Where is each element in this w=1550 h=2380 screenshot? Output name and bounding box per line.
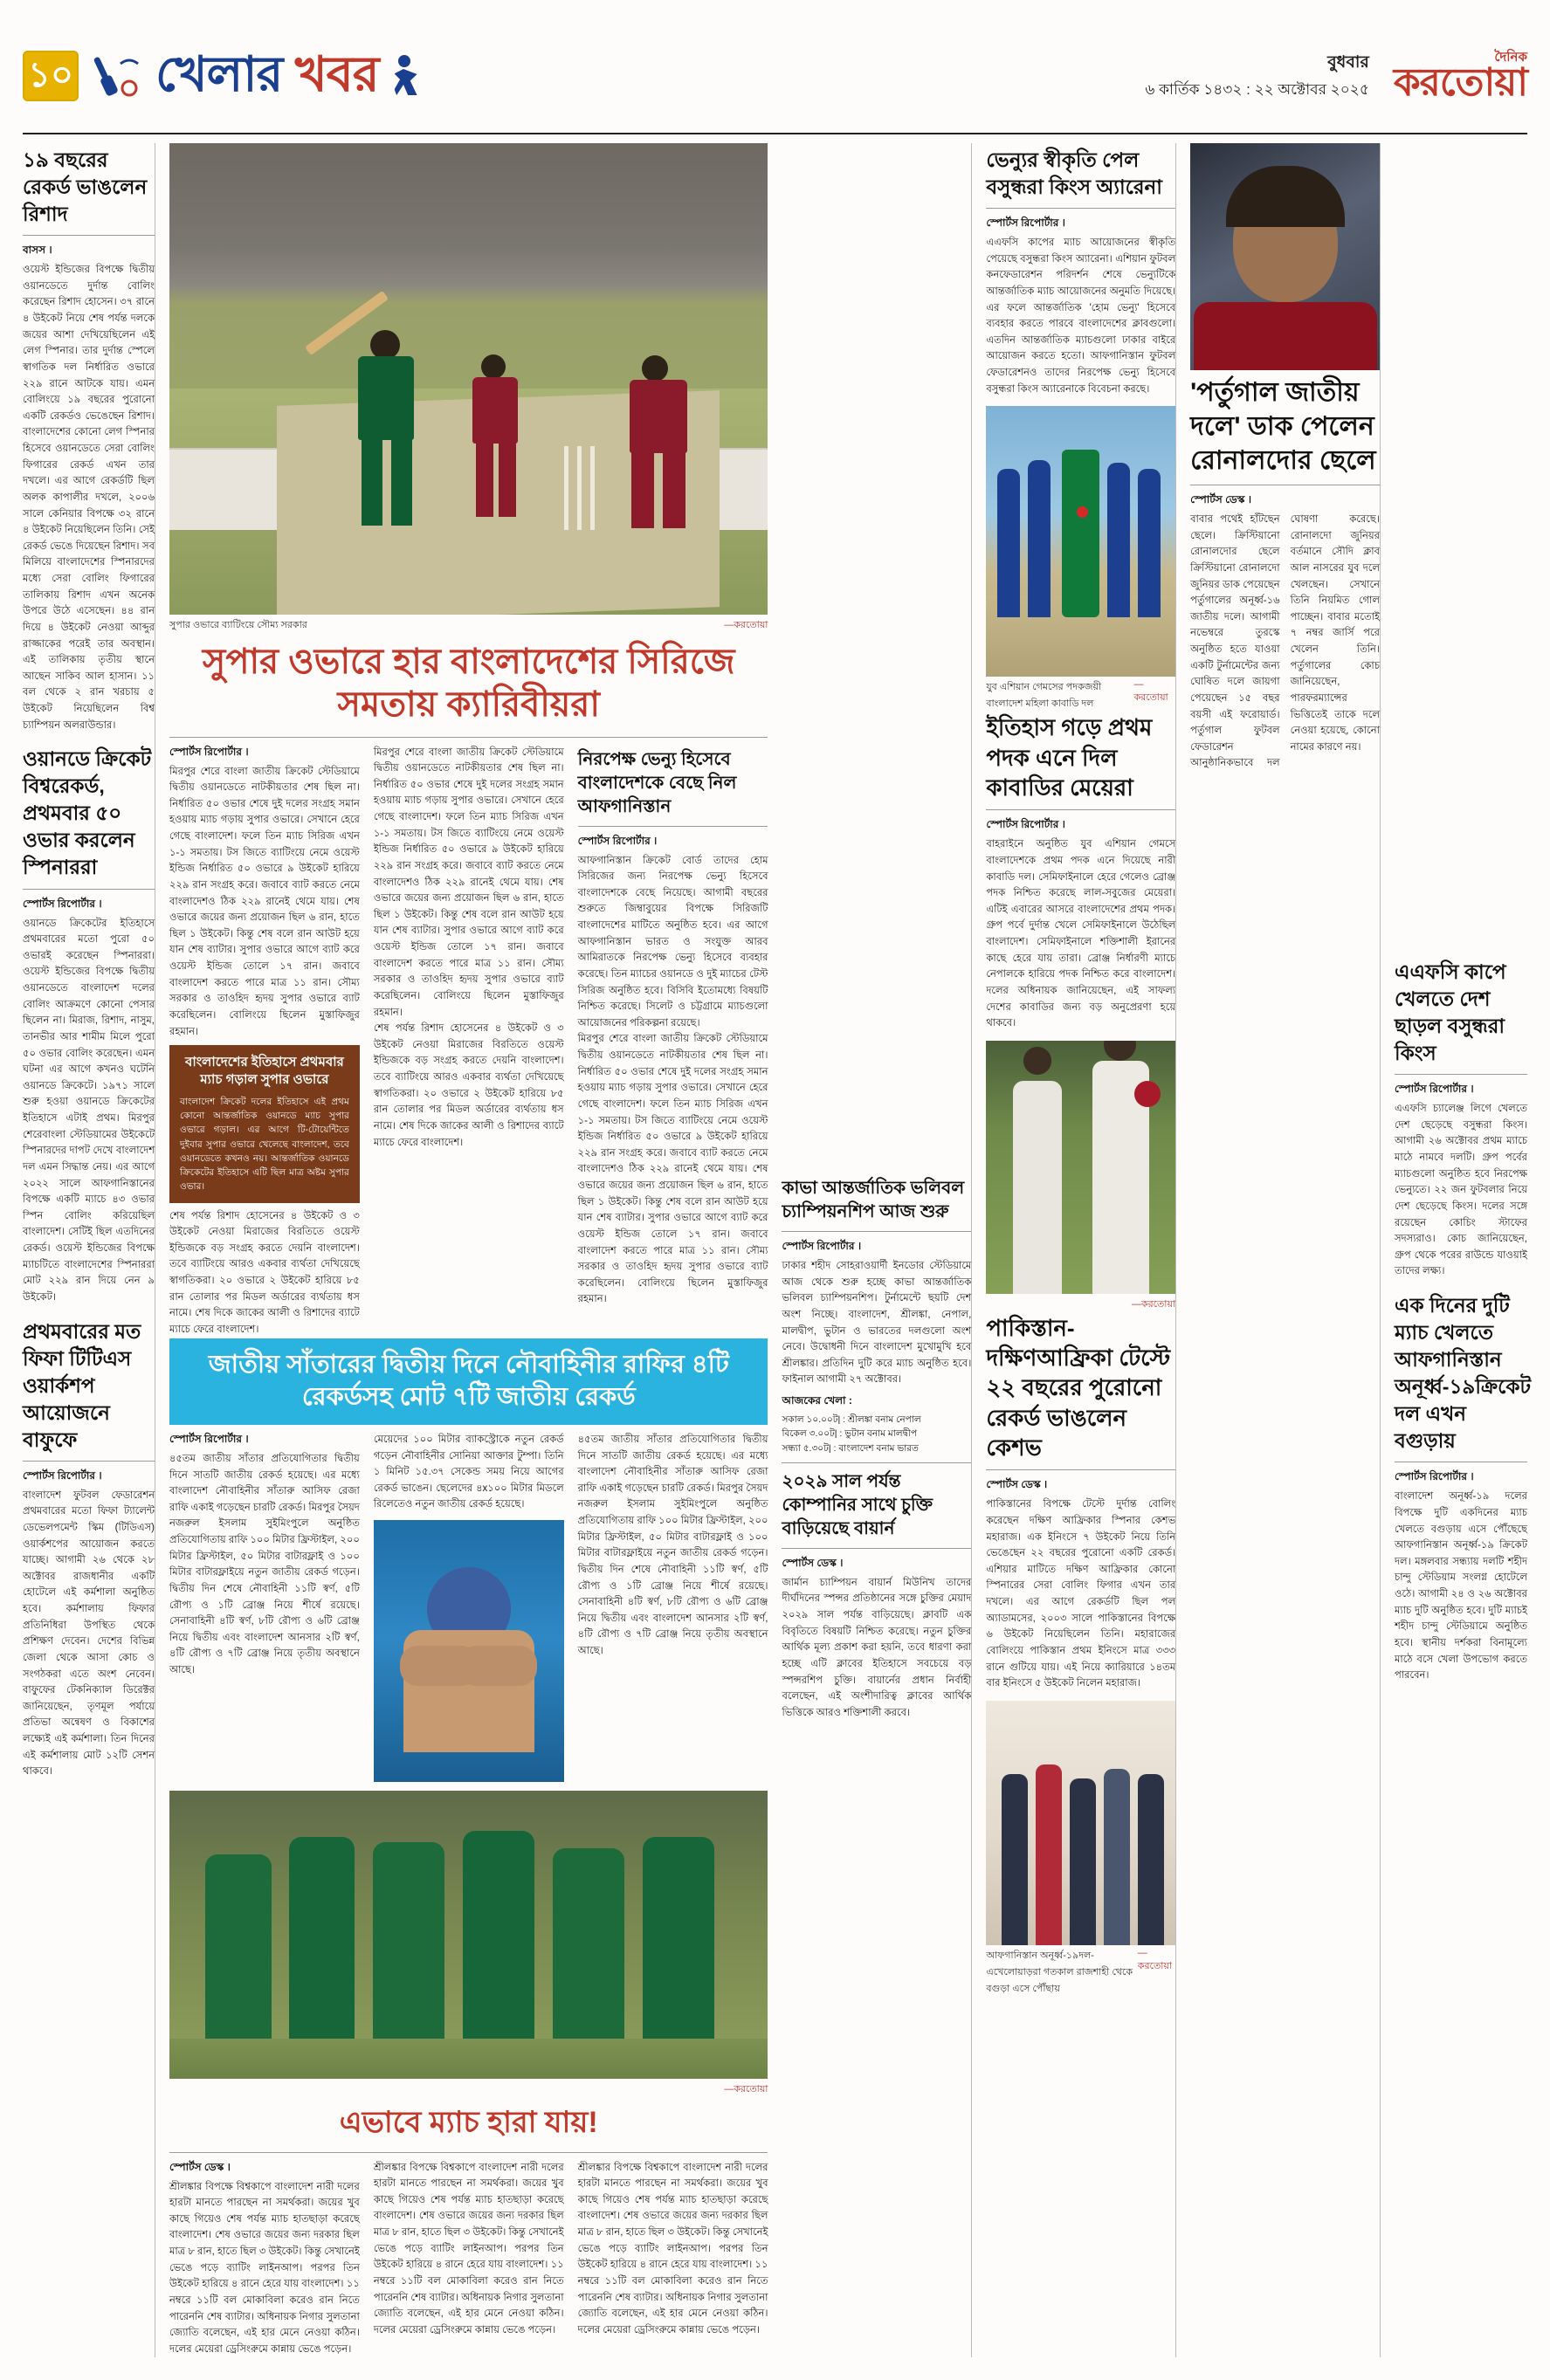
byline-venue: স্পোর্টস রিপোর্টার । <box>986 217 1065 230</box>
byline-bayern: স্পোর্টস ডেস্ক । <box>782 1556 844 1569</box>
divider <box>578 826 768 827</box>
photo-batsman <box>337 330 442 540</box>
spacer <box>23 733 155 742</box>
kabaddi-photo-credit: —করতোয়া <box>1133 679 1168 704</box>
pak-sa-credit: —করতোয়া <box>1131 1298 1176 1310</box>
body-kings-afc: এএফসি চ্যালেঞ্জ লিগে খেলতে দেশ ছেড়েছে বসুন্ধরা কিংস। আগামী ২৬ অক্টোবর প্রথম ম্যাচে মাঠে নামবে দলটি। গ্রুপ পর্বের ম্যাচগুলো অনুষ্ঠিত হবে নিরপেক্ষ ভেন্যুতে। ২২ জন ফুটবলার নিয়ে দেশ ছেড়েছে কিংস। দলের সঙ্গে রয়েছেন কোচিং স্টাফের সদস্যরাও। কোচ জানিয়েছেন, গ্রুপ থেকে পরের রাউন্ডে যাওয়াই তাদের লক্ষ্য। <box>1394 1104 1527 1277</box>
byline-afg-u19: স্পোর্টস রিপোর্টার । <box>1394 1470 1474 1483</box>
swim-body-2: মেয়েদের ১০০ মিটার ব্যাকস্ট্রোকে নতুন রেকর্ড গড়েন নৌবাহিনীর সোনিয়া আক্তার টুম্পা। তিনি ১ মিনিট ১৫.৩৭ সেকেন্ড সময় নিয়ে আগের রেকর্ড ভাঙেন। ছেলেদের ৪x১০০ মিটার মিডলে রিলেতেও নতুন জাতীয় রেকর্ড হয়েছে। <box>373 1434 564 1510</box>
headline-rishad-record: ১৯ বছরের রেকর্ড ভাঙলেন রিশাদ <box>23 148 148 226</box>
htl-body-3: শ্রীলঙ্কার বিপক্ষে বিশ্বকাপে বাংলাদেশ নারী দলের হারটা মানতে পারছেন না সমর্থকরা। জয়ের খুব কাছে গিয়েও শেষ পর্যন্ত ম্যাচ হাতছাড়া করেছে বাংলাদেশ। শেষ ওভারে জয়ের জন্য দরকার ছিল মাত্র ৮ রান, হাতে ছিল ৩ উইকেট। কিন্তু সেখানেই ভেঙে পড়ে ব্যাটিং লাইনআপ। পরপর তিন উইকেট হারিয়ে ৪ রানে হেরে যায় বাংলাদেশ। ১১ নম্বরে ১১টি বল মোকাবিলা করেও রান নিতে পারেননি শেষ ব্যাটার। অধিনায়ক নিগার সুলতানা জ্যোতি বলেছেন, এই হার মেনে নেওয়া কঠিন। দলের মেয়েরা ড্রেসিংরুমে কান্নায় ভেঙে পড়েন। <box>577 2162 768 2335</box>
bottom-photo-caption: আফগানিস্তান অনূর্ধ্ব-১৯দল-এখেলোয়াড়রা গতকাল রাজশাহী থেকে বগুড়া এসে পৌঁছায় <box>986 1950 1133 1994</box>
pak-sa-photo <box>986 1041 1175 1294</box>
page-number-badge: ১০ <box>23 51 79 101</box>
headline-bayern-contract: ২০২৯ সাল পর্যন্ত কোম্পানির সাথে চুক্তি বাড়িয়েছে বায়ার্ন <box>782 1471 933 1538</box>
column-6 <box>986 143 1176 2357</box>
body-kava: ঢাকার শহীদ সোহরাওয়ার্দী ইনডোর স্টেডিয়ামে আজ থেকে শুরু হচ্ছে কাভা আন্তর্জাতিক ভলিবল চ্যাম্পিয়নশিপ। টুর্নামেন্টে ছয়টি দেশ অংশ নিচ্ছে। বাংলাদেশ, শ্রীলঙ্কা, নেপাল, মালদ্বীপ, ভুটান ও ভারতের দলগুলো অংশ নেবে। উদ্বোধনী দিনে বাংলাদেশ মুখোমুখি হবে শ্রীলঙ্কার। প্রতিদিন দুটি করে ম্যাচ অনুষ্ঠিত হবে। ফাইনাল আগামী ২৭ অক্টোবর। <box>782 1261 972 1386</box>
kabaddi-photo-caption: যুব এশিয়ান গেমসের পদকজয়ী বাংলাদেশ মহিলা কাবাডি দল <box>986 682 1102 710</box>
swimmer-arm-right <box>458 1646 537 1686</box>
masthead-rule <box>23 133 1527 134</box>
masthead-brand <box>1394 51 1527 102</box>
women-photo-credit: —করতোয়া <box>724 2084 768 2095</box>
lead-text-col-1 <box>169 745 360 1338</box>
ronaldo-jr-photo <box>1190 143 1380 370</box>
lead-body-2: শেষ পর্যন্ত রিশাদ হোসেনের ৪ উইকেট ও ৩ উইকেট নেওয়া মিরাজের বিরতিতে ওয়েস্ট ইন্ডিজকে বড় সংগ্রহ করতে দেয়নি বাংলাদেশ। তবে ব্যাটিংয়ে আরও একবার ব্যর্থতা দেখিয়েছে স্বাগতিকরা। ২০ ওভারে ২ উইকেট হারিয়ে ৮৫ রান তোলার পর মিডল অর্ডারের ব্যর্থতায় ধস নামে। শেষ দিকে জাকের আলী ও রিশাদের ব্যাটে ম্যাচে ফেরে বাংলাদেশ। <box>169 1210 360 1335</box>
body-venue: এএফসি কাপের ম্যাচ আয়োজনের স্বীকৃতি পেয়েছে বসুন্ধরা কিংস অ্যারেনা। এশিয়ান ফুটবল কনফেডারেশন পরিদর্শন শেষে ভেন্যুটিকে আন্তর্জাতিক ম্যাচ আয়োজনের অনুমতি দিয়েছে। এর ফলে আন্তর্জাতিক 'হোম ভেন্যু' হিসেবে ব্যবহার করতে পারবে বাংলাদেশের ক্লাবগুলো। এতদিন আন্তর্জাতিক ম্যাচগুলো ঢাকার বাইরে আয়োজন করতে হতো। আফগানিস্তান ফুটবল ফেডারেশনও তাদের নিরপেক্ষ ভেন্যু হিসেবে বসুন্ধরা কিংস অ্যারেনাকে বিবেচনা করছে। <box>986 237 1176 395</box>
lead-photo-caption: সুপার ওভারে ব্যাটিংয়ে সৌম্য সরকার <box>169 620 307 630</box>
cricketer-1 <box>1013 1081 1062 1294</box>
col5-spacer-top <box>782 143 971 1173</box>
column-8 <box>1394 143 1531 2357</box>
body-afg-u19: বাংলাদেশ অনূর্ধ্ব-১৯ দলের বিপক্ষে দুটি একদিনের ম্যাচ খেলতে বগুড়ায় এসে পৌঁছেছে আফগানিস্তান অনূর্ধ্ব-১৯ ক্রিকেট দল। মঙ্গলবার সন্ধ্যায় দলটি শহীদ চান্দু স্টেডিয়াম সংলগ্ন হোটেলে ওঠে। আগামী ২৪ ও ২৬ অক্টোবর ম্যাচ দুটি অনুষ্ঠিত হবে। দুটি ম্যাচই শহীদ চান্দু স্টেডিয়ামে অনুষ্ঠিত হবে। স্থানীয় দর্শকরা বিনামূল্যে মাঠে বসে খেলা উপভোগ করতে পারবেন। <box>1394 1491 1527 1682</box>
kabaddi-player-3 <box>1107 463 1130 617</box>
spacer <box>1395 1280 1527 1289</box>
column-5 <box>782 143 972 2357</box>
kabaddi-team-photo <box>986 406 1175 677</box>
lead-photo-caption-row <box>169 615 768 634</box>
headline-kabaddi-medal: ইতিহাস গড়ে প্রথম পদক এনে দিল কাবাডির মেয়েরা <box>986 714 1153 801</box>
masthead-date-line: ৬ কার্তিক ১৪৩২ : ২২ অক্টোবর ২০২৫ <box>1145 80 1369 98</box>
schedule-title: আজকের খেলা : <box>782 1394 852 1407</box>
masthead-date <box>1145 49 1368 102</box>
masthead-day: বুধবার <box>1327 53 1369 72</box>
divider <box>1395 1074 1527 1075</box>
masthead-title-second: খবর <box>294 46 379 101</box>
htl-body: শ্রীলঙ্কার বিপক্ষে বিশ্বকাপে বাংলাদেশ নারী দলের হারটা মানতে পারছেন না সমর্থকরা। জয়ের খুব কাছে গিয়েও শেষ পর্যন্ত ম্যাচ হাতছাড়া করেছে বাংলাদেশ। শেষ ওভারে জয়ের জন্য দরকার ছিল মাত্র ৮ রান, হাতে ছিল ৩ উইকেট। কিন্তু সেখানেই ভেঙে পড়ে ব্যাটিং লাইনআপ। পরপর তিন উইকেট হারিয়ে ৪ রানে হেরে যায় বাংলাদেশ। ১১ নম্বরে ১১টি বল মোকাবিলা করেও রান নিতে পারেননি শেষ ব্যাটার। অধিনায়ক নিগার সুলতানা জ্যোতি বলেছেন, এই হার মেনে নেওয়া কঠিন। দলের মেয়েরা ড্রেসিংরুমে কান্নায় ভেঙে পড়েন। <box>169 2181 360 2355</box>
person-4 <box>1104 1769 1130 1945</box>
womens-team-photo <box>169 1791 768 2079</box>
spacer <box>986 397 1175 406</box>
lead-body-continued-2: শেষ পর্যন্ত রিশাদ হোসেনের ৪ উইকেট ও ৩ উইকেট নেওয়া মিরাজের বিরতিতে ওয়েস্ট ইন্ডিজকে বড় সংগ্রহ করতে দেয়নি বাংলাদেশ। তবে ব্যাটিংয়ে আরও একবার ব্যর্থতা দেখিয়েছে স্বাগতিকরা। ২০ ওভারে ২ উইকেট হারিয়ে ৮৫ রান তোলার পর মিডল অর্ডারের ব্যর্থতায় ধস নামে। শেষ দিকে জাকের আলী ও রিশাদের ব্যাটে ম্যাচে ফেরে বাংলাদেশ। <box>373 1023 564 1148</box>
kabaddi-caption-row <box>986 677 1175 712</box>
page-content <box>23 143 1531 2355</box>
swimmer-photo <box>374 1520 564 1782</box>
photo-stumps <box>564 446 599 530</box>
body-story1: ওয়েস্ট ইন্ডিজের বিপক্ষে দ্বিতীয় ওয়ানডেতে দুর্দান্ত বোলিং করেছেন রিশাদ হোসেন। ৩৭ রানে ৪ উইকেট নিয়ে শেষ পর্যন্ত দলকে জয়ের আশা দেখিয়েছিলেন এই লেগ স্পিনার। তার দুর্দান্ত স্পেলে স্বাগতিক দল নির্ধারিত ওভারে ২২৯ রানে আটকে যায়। এমন বোলিংয়ে ১৯ বছরের পুরোনো একটি রেকর্ডও ভেঙেছেন রিশাদ। বাংলাদেশের কোনো লেগ স্পিনার হিসেবে ওয়ানডেতে সেরা বোলিং ফিগারের রেকর্ড এখন তার দখলে। এর আগে রেকর্ডটি ছিল অলক কাপালীর দখলে, ২০০৬ সালে কেনিয়ার বিপক্ষে ৩২ রানে ৪ উইকেট নিয়েছিলেন তিনি। সেই রেকর্ড ভেঙে দিয়েছেন রিশাদ। সব মিলিয়ে বাংলাদেশের স্পিনারদের মধ্যে সেরা বোলিং ফিগারের তালিকায় রিশাদ এখন অনেক উপরে উঠে এসেছেন। ৪৪ রান দিয়ে ৪ উইকেট নেওয়া আব্দুর রাজ্জাকের পরেই তার অবস্থান। এই তালিকায় তৃতীয় স্থানে আছেন সাকিব আল হাসান। ১১ বল থেকে ২ রান খরচায় ৫ উইকেট নিয়েছিলেন বিশ্ব চ্যাম্পিয়ন অলরাউন্ডার। <box>23 265 155 731</box>
photo-fielder-1 <box>457 354 535 520</box>
lead-body-continued-1: মিরপুর শেরে বাংলা জাতীয় ক্রিকেট স্টেডিয়ামে দ্বিতীয় ওয়ানডেতে নাটকীয়তার শেষ ছিল না। নির্ধারিত ৫০ ওভার শেষে দুই দলের সংগ্রহ সমান হওয়ায় ম্যাচ গড়ায় সুপার ওভারে। সেখানে হেরে গেছে বাংলাদেশ। ফলে তিন ম্যাচ সিরিজ এখন ১-১ সমতায়। টস জিতে ব্যাটিংয়ে নেমে ওয়েস্ট ইন্ডিজ নির্ধারিত ৫০ ওভারে ৯ উইকেট হারিয়ে ২২৯ রান সংগ্রহ করে। জবাবে ব্যাট করতে নেমে বাংলাদেশও ঠিক ২২৯ রানেই থেমে যায়। শেষ ওভারে জয়ের জন্য প্রয়োজন ছিল ৬ রান, হাতে ছিল ১ উইকেট। কিন্তু শেষ বলে রান আউট হয়ে যান শেষ ব্যাটার। সুপার ওভারে আগে ব্যাট করে ওয়েস্ট ইন্ডিজ তোলে ১৭ রান। জবাবে বাংলাদেশ করতে পারে মাত্র ১১ রান। সৌম্য সরকার ও তাওহিদ হৃদয় সুপার ওভারে ব্যাট করেছিলেন। বোলিংয়ে ছিলেন মুস্তাফিজুর রহমান। <box>373 746 564 1018</box>
photo-grass <box>169 2039 768 2079</box>
divider <box>986 1469 1175 1470</box>
byline-kava: স্পোর্টস রিপোর্টার । <box>782 1240 862 1252</box>
headline-afg-u19-bogura: এক দিনের দুটি ম্যাচ খেলতে আফগানিস্তান অনূর্ধ্ব-১৯ক্রিকেট দল এখন বগুড়ায় <box>1394 1294 1531 1453</box>
swim-text-columns <box>169 1432 768 1782</box>
swim-body: ৪৫তম জাতীয় সাঁতার প্রতিযোগিতার দ্বিতীয় দিনে সাতটি জাতীয় রেকর্ড হয়েছে। এর মধ্যে বাংলাদেশ নৌবাহিনীর সাঁতারু আসিফ রেজা রাফি একাই গড়েছেন চারটি রেকর্ড। মিরপুর সৈয়দ নজরুল ইসলাম সুইমিংপুলে অনুষ্ঠিত প্রতিযোগিতায় রাফি ১০০ মিটার ফ্রিস্টাইল, ২০০ মিটার ফ্রিস্টাইল, ৫০ মিটার বাটারফ্লাই ও ১০০ মিটার বাটারফ্লাইয়ে নতুন জাতীয় রেকর্ড গড়েন। দ্বিতীয় দিন শেষে নৌবাহিনী ১১টি স্বর্ণ, ৫টি রৌপ্য ও ১টি ব্রোঞ্জ নিয়ে শীর্ষে রয়েছে। সেনাবাহিনী ৪টি স্বর্ণ, ৮টি রৌপ্য ও ৬টি ব্রোঞ্জ নিয়ে দ্বিতীয় এবং বাংলাদেশ আনসার ২টি স্বর্ণ, ৪টি রৌপ্য ও ৭টি ব্রোঞ্জ নিয়ে তৃতীয় অবস্থানে আছে। <box>169 1453 360 1676</box>
afghanistan-arrival-photo <box>986 1701 1175 1945</box>
swim-col-2 <box>374 1432 564 1782</box>
body-bayern: জার্মান চ্যাম্পিয়ন বায়ার্ন মিউনিখ তাদের দীর্ঘদিনের স্পন্সর প্রতিষ্ঠানের সঙ্গে চুক্তির মেয়াদ ২০২৯ সাল পর্যন্ত বাড়িয়েছে। ক্লাবটি এক বিবৃতিতে বিষয়টি নিশ্চিত করেছে। নতুন চুক্তির আর্থিক মূল্য প্রকাশ করা হয়নি, তবে ধারণা করা হচ্ছে এটি ক্লাবের ইতিহাসে সবচেয়ে বড় স্পন্সরশিপ চুক্তি। বায়ার্নের প্রধান নির্বাহী বলেছেন, এই অংশীদারিত্ব ক্লাবের আর্থিক ভিত্তিকে আরও শক্তিশালী করবে। <box>782 1577 972 1718</box>
brand-big: করতোয়া <box>1393 60 1527 104</box>
bottom-photo-credit: —করতোয়া <box>1137 1947 1173 1971</box>
lead-headline: সুপার ওভারে হার বাংলাদেশের সিরিজে সমতায় ক্যারিবীয়রা <box>202 643 735 724</box>
masthead-title <box>155 46 379 102</box>
schedule-item-1: সকাল ১০.০০ট| : শ্রীলঙ্কা বনাম নেপাল <box>782 1414 921 1425</box>
byline-story2: স্পোর্টস রিপোর্টার । <box>23 897 102 910</box>
spacer <box>986 1032 1175 1041</box>
headline-kava-volleyball: কাভা আন্তর্জাতিক ভলিবল চ্যাম্পিয়নশিপ আজ শুরু <box>782 1179 965 1221</box>
divider <box>169 2152 768 2153</box>
headline-neutral-venue: নিরপেক্ষ ভেন্যু হিসেবে বাংলাদেশকে বেছে নিল আফগানিস্তান <box>577 749 737 816</box>
body-kabaddi: বাহরাইনে অনুষ্ঠিত যুব এশিয়ান গেমসে বাংলাদেশকে প্রথম পদক এনে দিয়েছে নারী কাবাডি দল। সেমিফাইনালে হেরে গেলেও ব্রোঞ্জ পদক নিশ্চিত করেছে লাল-সবুজের মেয়েরা। এটিই এবারের আসরে বাংলাদেশের প্রথম পদক। গ্রুপ পর্বে দুর্দান্ত খেলে সেমিফাইনালে উঠেছিল বাংলাদেশ। সেমিফাইনালে শক্তিশালী ইরানের কাছে হেরে যায় তারা। ব্রোঞ্জ নির্ধারণী ম্যাচে নেপালকে হারিয়ে পদক নিশ্চিত করে বাংলাদেশ। দলের অধিনায়ক জানিয়েছেন, এই সাফল্য দেশের কাবাডির জন্য বড় অনুপ্রেরণা হয়ে থাকবে। <box>986 839 1176 1029</box>
body-ronaldo-jr: বাবার পথেই হাঁটছেন ছেলে। ক্রিস্টিয়ানো রোনালদোর ছেলে ক্রিস্টিয়ানো রোনালদো জুনিয়র ডাক পেয়েছেন পর্তুগালের অনূর্ধ্ব-১৬ জাতীয় দলে। আগামী নভেম্বরে তুরস্কে অনুষ্ঠিত হতে যাওয়া একটি টুর্নামেন্টের জন্য ঘোষিত দলে জায়গা পেয়েছেন ১৫ বছর বয়সী এই ফরোয়ার্ড। পর্তুগাল ফুটবল ফেডারেশন আনুষ্ঠানিকভাবে দল ঘোষণা করেছে। রোনালদো জুনিয়র বর্তমানে সৌদি ক্লাব আল নাসরের যুব দলে খেলছেন। সেখানে তিনি নিয়মিত গোল পাচ্ছেন। বাবার মতোই ৭ নম্বর জার্সি পরে খেলেন তিনি। পর্তুগালের কোচ জানিয়েছেন, পারফরম্যান্সের ভিত্তিতেই তাকে দলে নেওয়া হয়েছে, কোনো নামের কারণে নয়। <box>1190 514 1380 769</box>
bangladesh-flag <box>1062 450 1099 617</box>
byline-neutral-venue: স্পোর্টস রিপোর্টার । <box>577 834 658 847</box>
lead-text-columns <box>169 745 768 1338</box>
body-pak-sa: পাকিস্তানের বিপক্ষে টেস্টে দুর্দান্ত বোলিং করেছেন দক্ষিণ আফ্রিকার স্পিনার কেশভ মহারাজ। এক ইনিংসে ৭ উইকেট নিয়ে তিনি ভেঙেছেন ২২ বছরের পুরোনো একটি রেকর্ড। এশিয়ার মাটিতে দক্ষিণ আফ্রিকার কোনো স্পিনারের সেরা বোলিং ফিগার এখন তার দখলে। এর আগে রেকর্ডটি ছিল পল অ্যাডামসের, ২০০৩ সালে পাকিস্তানের বিপক্ষে ৬ উইকেট নিয়েছিলেন তিনি। মহারাজের বোলিংয়ে পাকিস্তান প্রথম ইনিংসে মাত্র ৩৩৩ রানে গুটিয়ে যায়। এই নিয়ে ক্যারিয়ারে ১৪তম বার ইনিংসে ৫ উইকেট নিলেন মহারাজ। <box>986 1499 1176 1689</box>
swimming-banner-headline: জাতীয় সাঁতারের দ্বিতীয় দিনে নৌবাহিনীর রাফির ৪টি রেকর্ডসহ মোট ৭টি জাতীয় রেকর্ড <box>169 1338 768 1425</box>
schedule-item-3: সন্ধ্যা ৫.৩০ট| : বাংলাদেশ বনাম ভারত <box>782 1442 919 1454</box>
kabaddi-player-2 <box>1028 460 1051 617</box>
photo-wicketkeeper <box>612 355 708 530</box>
swim-col-1 <box>169 1432 360 1782</box>
pak-sa-caption-row <box>986 1294 1175 1313</box>
portrait-jersey <box>1194 302 1377 370</box>
headline-pak-sa-record: পাকিস্তান-দক্ষিণআফ্রিকা টেস্টে ২২ বছরের পুরোনো রেকর্ড ভাঙলেন কেশভ <box>986 1314 1171 1462</box>
spacer <box>23 1306 155 1315</box>
person-1 <box>1002 1774 1028 1945</box>
cricket-ball <box>1134 1081 1161 1107</box>
divider <box>782 1231 971 1232</box>
lead-body: মিরপুর শেরে বাংলা জাতীয় ক্রিকেট স্টেডিয়ামে দ্বিতীয় ওয়ানডেতে নাটকীয়তার শেষ ছিল না। নির্ধারিত ৫০ ওভার শেষে দুই দলের সংগ্রহ সমান হওয়ায় ম্যাচ গড়ায় সুপার ওভারে। সেখানে হেরে গেছে বাংলাদেশ। ফলে তিন ম্যাচ সিরিজ এখন ১-১ সমতায়। টস জিতে ব্যাটিংয়ে নেমে ওয়েস্ট ইন্ডিজ নির্ধারিত ৫০ ওভারে ৯ উইকেট হারিয়ে ২২৯ রান সংগ্রহ করে। জবাবে ব্যাট করতে নেমে বাংলাদেশও ঠিক ২২৯ রানেই থেমে যায়। শেষ ওভারে জয়ের জন্য প্রয়োজন ছিল ৬ রান, হাতে ছিল ১ উইকেট। কিন্তু শেষ বলে রান আউট হয়ে যান শেষ ব্যাটার। সুপার ওভারে আগে ব্যাট করে ওয়েস্ট ইন্ডিজ তোলে ১৭ রান। জবাবে বাংলাদেশ করতে পারে মাত্র ১১ রান। সৌম্য সরকার ও তাওহিদ হৃদয় সুপার ওভারে ব্যাট করেছিলেন। বোলিংয়ে ছিলেন মুস্তাফিজুর রহমান। <box>169 766 360 1037</box>
bottom-caption-row <box>986 1945 1175 1998</box>
byline-story3: স্পোর্টস রিপোর্টার । <box>23 1469 102 1482</box>
divider <box>782 1548 971 1549</box>
column-7 <box>1190 143 1381 2357</box>
htl-col-2 <box>374 2160 564 2358</box>
headline-ronaldo-jr: 'পর্তুগাল জাতীয় দলে' ডাক পেলেন রোনালদোর ছেলে <box>1190 378 1376 475</box>
htl-col-1 <box>169 2160 360 2358</box>
column-1 <box>23 143 155 2357</box>
lead-box-body: বাংলাদেশ ক্রিকেট দলের ইতিহাসে এই প্রথম কোনো আন্তর্জাতিক ওয়ানডে ম্যাচ সুপার ওভারে গড়াল। এর আগে টি-টোয়েন্টিতে দুইবার সুপার ওভারে খেলেছে বাংলাদেশ, তবে ওয়ানডেতে কখনও নয়। আন্তর্জাতিক ওয়ানডে ক্রিকেটের ইতিহাসে এটি ছিল মাত্র অষ্টম সুপার ওভার। <box>180 1096 349 1193</box>
person-3 <box>1070 1778 1096 1944</box>
person-2 <box>1036 1764 1062 1945</box>
divider <box>169 737 768 738</box>
divider <box>986 809 1175 810</box>
body-story3: বাংলাদেশ ফুটবল ফেডারেশন প্রথমবারের মতো ফিফা ট্যালেন্ট ডেভেলপমেন্ট স্কিম (টিডিএস) ওয়ার্কশপের আয়োজন করতে যাচ্ছে। আগামী ২৬ থেকে ২৮ অক্টোবর রাজধানীর একটি হোটেলে এই কর্মশালা অনুষ্ঠিত হবে। কর্মশালায় ফিফার প্রতিনিধিরা উপস্থিত থেকে প্রশিক্ষণ দেবেন। দেশের বিভিন্ন জেলা থেকে আসা কোচ ও সংগঠকরা এতে অংশ নেবেন। বাফুফের টেকনিক্যাল ডিরেক্টর জানিয়েছেন, তৃণমূল পর্যায়ে প্রতিভা অন্বেষণ ও বিকাশের লক্ষ্যেই এই কর্মশালা। তিন দিনের এই কর্মশালায় মোট ১২টি সেশন থাকবে। <box>23 1489 155 1778</box>
swim-col-3 <box>578 1432 768 1782</box>
htl-col-3 <box>578 2160 768 2358</box>
lead-photo-credit: —করতোয়া <box>724 620 768 630</box>
divider <box>986 208 1175 209</box>
byline-kabaddi: স্পোর্টস রিপোর্টার । <box>986 818 1065 831</box>
masthead-right <box>1145 49 1527 102</box>
headline-spinners-50-overs: ওয়ানডে ক্রিকেট বিশ্বরেকর্ড, প্রথমবার ৫০ ওভার করলেন স্পিনাররা <box>23 747 152 879</box>
women-photo-caption-row <box>169 2079 768 2098</box>
masthead-left <box>23 46 426 102</box>
person-5 <box>1138 1774 1164 1945</box>
byline-kings-afc: স্পোর্টস রিপোর্টার । <box>1394 1083 1474 1096</box>
byline-ronaldo-jr: স্পোর্টস ডেস্ক । <box>1190 493 1252 506</box>
spacer <box>986 1692 1175 1701</box>
headline-how-to-lose: এভাবে ম্যাচ হারা যায়! <box>339 2106 598 2140</box>
col8-spacer-top <box>1395 143 1527 955</box>
divider <box>782 1462 971 1463</box>
how-to-lose-columns <box>169 2160 768 2358</box>
kabaddi-player-4 <box>1138 469 1161 618</box>
schedule-item-2: বিকেল ৩.০০ট| : ভুটান বনাম মালদ্বীপ <box>782 1428 917 1440</box>
lead-text-col-2 <box>374 745 564 1338</box>
htl-byline: স্পোর্টস ডেস্ক । <box>169 2160 231 2173</box>
headline-kings-afc: এএফসি কাপে খেলতে দেশ ছাড়ল বসুন্ধরা কিংস <box>1394 960 1506 1065</box>
body-neutral-venue-2: মিরপুর শেরে বাংলা জাতীয় ক্রিকেট স্টেডিয়ামে দ্বিতীয় ওয়ানডেতে নাটকীয়তার শেষ ছিল না। নির্ধারিত ৫০ ওভার শেষে দুই দলের সংগ্রহ সমান হওয়ায় ম্যাচ গড়ায় সুপার ওভারে। সেখানে হেরে গেছে বাংলাদেশ। ফলে তিন ম্যাচ সিরিজ এখন ১-১ সমতায়। টস জিতে ব্যাটিংয়ে নেমে ওয়েস্ট ইন্ডিজ নির্ধারিত ৫০ ওভারে ৯ উইকেট হারিয়ে ২২৯ রান সংগ্রহ করে। জবাবে ব্যাট করতে নেমে বাংলাদেশও ঠিক ২২৯ রানেই থেমে যায়। শেষ ওভারে জয়ের জন্য প্রয়োজন ছিল ৬ রান, হাতে ছিল ১ উইকেট। কিন্তু শেষ বলে রান আউট হয়ে যান শেষ ব্যাটার। সুপার ওভারে আগে ব্যাট করে ওয়েস্ট ইন্ডিজ তোলে ১৭ রান। জবাবে বাংলাদেশ করতে পারে মাত্র ১১ রান। সৌম্য সরকার ও তাওহিদ হৃদয় সুপার ওভারে ব্যাট করেছিলেন। বোলিংয়ে ছিলেন মুস্তাফিজুর রহমান। <box>577 1034 768 1305</box>
cricket-bat-icon <box>91 52 143 100</box>
body-neutral-venue: আফগানিস্তান ক্রিকেট বোর্ড তাদের হোম সিরিজের জন্য নিরপেক্ষ ভেন্যু হিসেবে বাংলাদেশকে বেছে নিয়েছে। আগামী বছরের শুরুতে জিম্বাবুয়ের বিপক্ষে সিরিজটি বাংলাদেশের মাটিতে অনুষ্ঠিত হবে। এর আগে আফগানিস্তান ভারত ও সংযুক্ত আরব আমিরাতকে নিরপেক্ষ ভেন্যু হিসেবে ব্যবহার করেছে। তিন ম্যাচের ওয়ানডে ও দুই ম্যাচের টেস্ট সিরিজ অনুষ্ঠিত হবে। বিসিবি ইতোমধ্যে বিষয়টি নিশ্চিত করেছে। সিলেট ও চট্টগ্রামে ম্যাচগুলো আয়োজনের পরিকল্পনা রয়েছে। <box>577 855 768 1028</box>
divider <box>23 889 155 890</box>
htl-body-2: শ্রীলঙ্কার বিপক্ষে বিশ্বকাপে বাংলাদেশ নারী দলের হারটা মানতে পারছেন না সমর্থকরা। জয়ের খুব কাছে গিয়েও শেষ পর্যন্ত ম্যাচ হাতছাড়া করেছে বাংলাদেশ। শেষ ওভারে জয়ের জন্য দরকার ছিল মাত্র ৮ রান, হাতে ছিল ৩ উইকেট। কিন্তু সেখানেই ভেঙে পড়ে ব্যাটিং লাইনআপ। পরপর তিন উইকেট হারিয়ে ৪ রানে হেরে যায় বাংলাদেশ। ১১ নম্বরে ১১টি বল মোকাবিলা করেও রান নিতে পারেননি শেষ ব্যাটার। অধিনায়ক নিগার সুলতানা জ্যোতি বলেছেন, এই হার মেনে নেওয়া কঠিন। দলের মেয়েরা ড্রেসিংরুমে কান্নায় ভেঙে পড়েন। <box>373 2162 564 2335</box>
portrait-hair <box>1226 166 1345 227</box>
lead-highlight-box <box>169 1045 360 1202</box>
lead-photo-cricket <box>169 143 768 615</box>
headline-venue-recognition: ভেন্যুর স্বীকৃতি পেল বসুন্ধরা কিংস অ্যারেনা <box>986 148 1162 199</box>
masthead-title-main: খেলার <box>155 46 283 101</box>
lead-byline: স্পোর্টস রিপোর্টার । <box>169 745 249 758</box>
body-story2: ওয়ানডে ক্রিকেটের ইতিহাসে প্রথমবারের মতো পুরো ৫০ ওভারই করেছেন স্পিনাররা। ওয়েস্ট ইন্ডিজের বিপক্ষে দ্বিতীয় ওয়ানডেতে বাংলাদেশ দলের বোলিং আক্রমণে কোনো পেসার ছিলেন না। মিরাজ, রিশাদ, নাসুম, তানভীর আর শামীম মিলে পুরো ৫০ ওভার বোলিং করেছেন। এমন ঘটনা এর আগে কখনও ঘটেনি ওয়ানডে ক্রিকেটে। ১৯৭১ সালে শুরু হওয়া ওয়ানডে ক্রিকেটের ইতিহাসে এটাই প্রথম। মিরপুর শেরেবাংলা স্টেডিয়ামের উইকেটে স্পিনারদের দাপট দেখে বাংলাদেশ দল এমন সিদ্ধান্ত নেয়। এর আগে ২০২২ সালে আফগানিস্তানের বিপক্ষে একটি ম্যাচে ৪৩ ওভার স্পিন বোলিং করিয়েছিল বাংলাদেশ। সেটিই ছিল এতদিনের রেকর্ড। ওয়েস্ট ইন্ডিজের বিপক্ষে ম্যাচটিতে বাংলাদেশের স্পিনাররা মোট ২২৯ রান দিয়ে নেন ৯ উইকেট। <box>23 918 155 1303</box>
byline-story1: বাসস । <box>23 244 52 257</box>
flag-circle <box>1077 506 1088 518</box>
runner-icon <box>391 52 426 100</box>
divider <box>23 1461 155 1462</box>
lead-box-title: বাংলাদেশের ইতিহাসে প্রথমবার ম্যাচ গড়াল সুপার ওভারে <box>185 1055 344 1088</box>
lead-story-column <box>169 143 768 2357</box>
lead-text-col-3 <box>578 745 768 1338</box>
headline-fifa-tds-workshop: প্রথমবারের মত ফিফা টিটিএস ওয়ার্কশপ আয়োজনে বাফুফে <box>23 1319 141 1451</box>
sports-icons <box>91 52 143 100</box>
swim-byline: স্পোর্টস রিপোর্টার । <box>169 1432 249 1445</box>
byline-pak-sa: স্পোর্টস ডেস্ক । <box>986 1478 1048 1491</box>
kabaddi-player-1 <box>997 469 1020 618</box>
masthead <box>23 0 1527 127</box>
divider <box>23 235 155 236</box>
swim-body-3: ৪৫তম জাতীয় সাঁতার প্রতিযোগিতার দ্বিতীয় দিনে সাতটি জাতীয় রেকর্ড হয়েছে। এর মধ্যে বাংলাদেশ নৌবাহিনীর সাঁতারু আসিফ রেজা রাফি একাই গড়েছেন চারটি রেকর্ড। মিরপুর সৈয়দ নজরুল ইসলাম সুইমিংপুলে অনুষ্ঠিত প্রতিযোগিতায় রাফি ১০০ মিটার ফ্রিস্টাইল, ২০০ মিটার ফ্রিস্টাইল, ৫০ মিটার বাটারফ্লাই ও ১০০ মিটার বাটারফ্লাইয়ে নতুন জাতীয় রেকর্ড গড়েন। দ্বিতীয় দিন শেষে নৌবাহিনী ১১টি স্বর্ণ, ৫টি রৌপ্য ও ১টি ব্রোঞ্জ নিয়ে শীর্ষে রয়েছে। সেনাবাহিনী ৪টি স্বর্ণ, ৮টি রৌপ্য ও ৬টি ব্রোঞ্জ নিয়ে দ্বিতীয় এবং বাংলাদেশ আনসার ২টি স্বর্ণ, ৪টি রৌপ্য ও ৭টি ব্রোঞ্জ নিয়ে তৃতীয় অবস্থানে আছে। <box>577 1434 768 1657</box>
brand-small: দৈনিক <box>1494 49 1527 65</box>
